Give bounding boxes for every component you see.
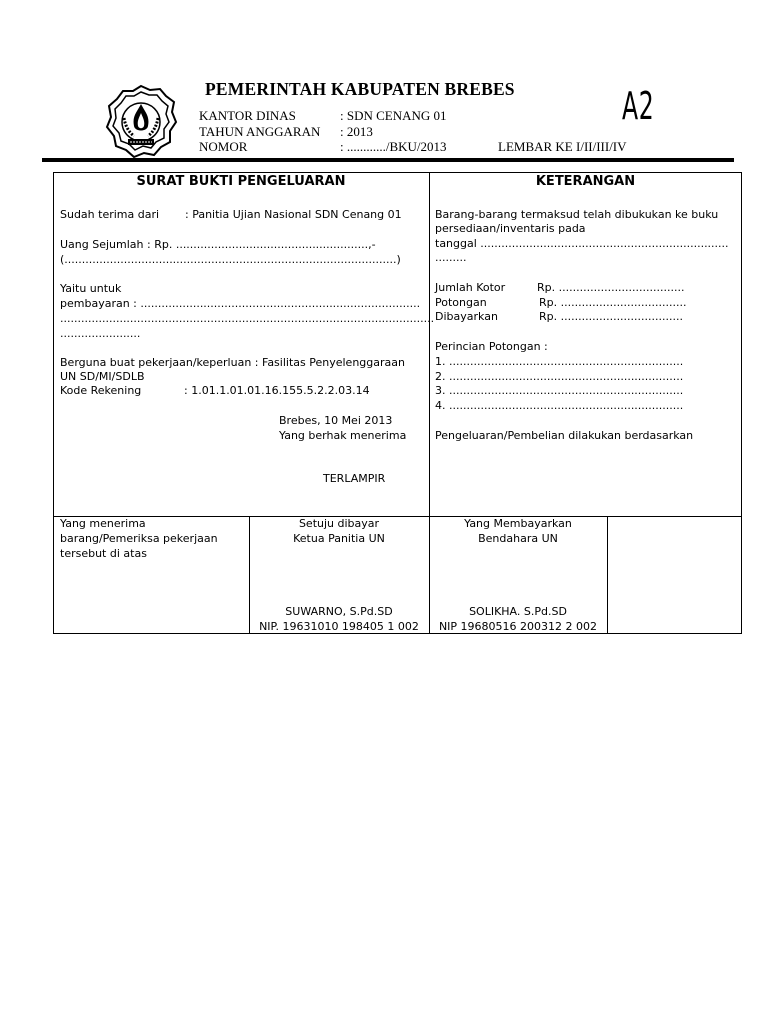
dibayarkan-value: Rp. ................................... [539,310,683,323]
pengeluaran-line: Pengeluaran/Pembelian dilakukan berdasarkan [435,429,694,442]
signature-divider-2 [607,516,608,634]
kantor-label: KANTOR DINAS [199,108,296,123]
header-divider [42,158,734,162]
potongan-item: 4. ................................................................... [435,399,684,412]
pembayaran-line-2: ........................................................................................................... [60,312,435,325]
payer-name: SOLIKHA. S.Pd.SD [469,605,567,618]
tahun-label: TAHUN ANGGARAN [199,124,321,139]
column-divider [429,172,430,634]
left-heading: SURAT BUKTI PENGELUARAN [136,174,346,189]
receiver-label-2: barang/Pemeriksa pekerjaan [60,532,218,545]
uang-terbilang: (...............................................................................................) [60,253,401,266]
uang-sejumlah: Uang Sejumlah : Rp. .......................................................,- [60,238,376,251]
jumlah-kotor-value: Rp. .................................... [537,281,685,294]
form-code: A2 [622,84,655,128]
perincian-label: Perincian Potongan : [435,340,548,353]
keterangan-line-4: ......... [435,251,467,264]
lembar-text: LEMBAR KE I/II/III/IV [498,139,627,154]
berguna-line-2: UN SD/MI/SDLB [60,370,145,383]
potongan-item: 2. ................................................................... [435,370,684,383]
potongan-item: 3. ................................................................... [435,384,684,397]
terima-value: : Panitia Ujian Nasional SDN Cenang 01 [185,208,402,221]
pembayaran-line-3: ....................... [60,327,141,340]
kantor-value: : SDN CENANG 01 [340,108,447,123]
right-heading: KETERANGAN [535,174,636,189]
potongan-item: 1. ................................................................... [435,355,684,368]
terima-label: Sudah terima dari [60,208,160,221]
nomor-value: : ............/BKU/2013 [340,139,447,154]
approve-label-2: Ketua Panitia UN [293,532,385,545]
jumlah-kotor-label: Jumlah Kotor [435,281,506,294]
kode-rekening-label: Kode Rekening [60,384,142,397]
approver-name: SUWARNO, S.Pd.SD [285,605,393,618]
approver-nip: NIP. 19631010 198405 1 002 [259,620,419,633]
berguna-line: Berguna buat pekerjaan/keperluan : Fasilitas Penyelenggaraan [60,356,405,369]
page-title: PEMERINTAH KABUPATEN BREBES [205,79,515,99]
dibayarkan-label: Dibayarkan [435,310,498,323]
payer-nip: NIP 19680516 200312 2 002 [438,620,598,633]
potongan-value: Rp. .................................... [539,296,687,309]
potongan-label: Potongan [435,296,487,309]
nomor-label: NOMOR [199,139,248,154]
keterangan-line-1: Barang-barang termaksud telah dibukukan ke buku [435,208,719,221]
terlampir-text: TERLAMPIR [323,472,386,485]
payer-label-1: Yang Membayarkan [464,517,572,530]
kode-rekening-value: : 1.01.1.01.01.16.155.5.2.2.03.14 [184,384,370,397]
keterangan-line-2: persediaan/inventaris pada [435,222,586,235]
receiver-label-3: tersebut di atas [60,547,147,560]
receiver-label-1: Yang menerima [60,517,146,530]
recipient-label: Yang berhak menerima [279,429,407,442]
approve-label-1: Setuju dibayar [298,517,380,530]
tahun-value: : 2013 [340,124,373,139]
yaitu-label: Yaitu untuk [60,282,122,295]
keterangan-line-3: tanggal ....................................................................... [435,237,729,250]
payer-label-2: Bendahara UN [478,532,558,545]
place-date: Brebes, 10 Mei 2013 [279,414,393,427]
regency-emblem-icon [104,84,178,160]
pembayaran-line: pembayaran : ................................................................................ [60,297,421,310]
